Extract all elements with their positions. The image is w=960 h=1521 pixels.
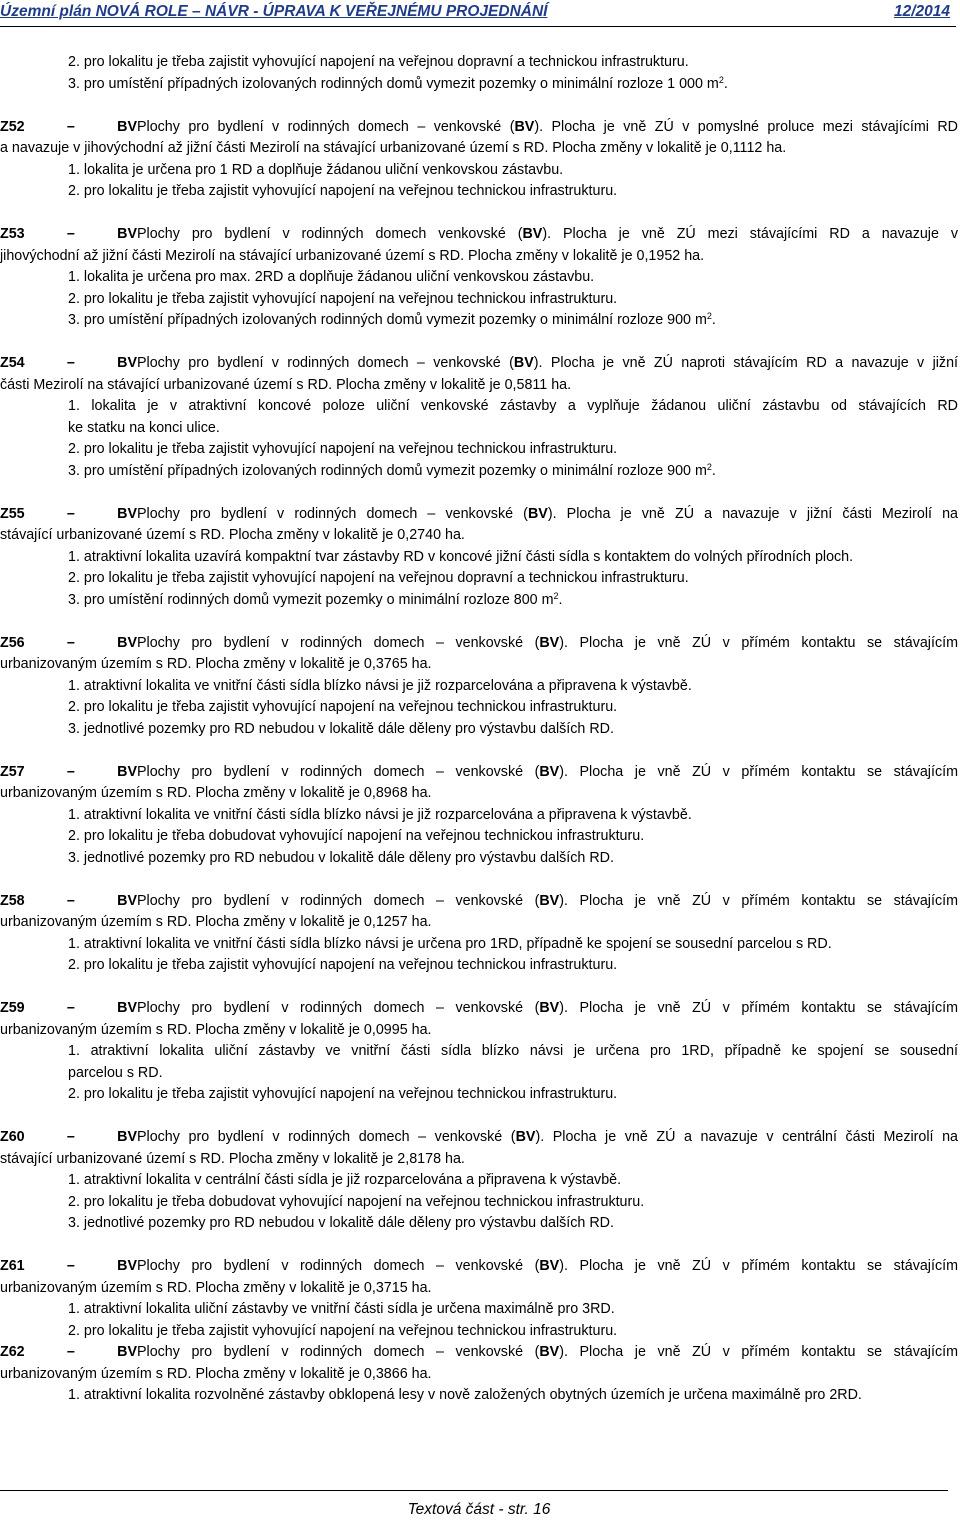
section-description-line: Z59 – BVPlochy pro bydlení v rodinných domech – venkovské (BV). Plocha je vně ZÚ v přímém kontaktu se stávajícím: [0, 998, 958, 1020]
section-code: Z55 – BV: [0, 505, 137, 522]
section-description-line: Z54 – BVPlochy pro bydlení v rodinných domech – venkovské (BV). Plocha je vně ZÚ naproti stávajícím RD a navazuje v jižní: [0, 353, 958, 375]
intro-item: 2. pro lokalitu je třeba zajistit vyhovující napojení na veřejnou dopravní a technickou infrastrukturu.: [68, 54, 689, 70]
section-item: 1. atraktivní lokalita ve vnitřní části sídla blízko návsi je určena pro 1RD, případně ke spojení se sousední parcelou s RD.: [68, 935, 832, 952]
section-code: Z60 – BV: [0, 1129, 137, 1145]
section-item: 2. pro lokalitu je třeba zajistit vyhovující napojení na veřejnou dopravní a technickou infrastrukturu.: [68, 570, 689, 586]
section-item: 3. pro umístění případných izolovaných rodinných domů vymezit pozemky o minimální rozloze 900 $m^2$.: [68, 461, 716, 479]
section-item: 2. pro lokalitu je třeba zajistit vyhovující napojení na veřejnou technickou infrastrukturu.: [68, 441, 618, 457]
section-description-line: urbanizovaným územím s RD. Plocha změny v lokalitě je 0,3765 ha.: [0, 656, 432, 672]
section-description-line: Z57 – BVPlochy pro bydlení v rodinných domech – venkovské (BV). Plocha je vně ZÚ v přímém kontaktu se stávajícím: [0, 762, 958, 784]
section-description-line: části Mezirolí na stávající urbanizované území s RD. Plocha změny v lokalitě je 0,5811 ha.: [0, 376, 572, 393]
section-z56: [0, 633, 958, 762]
footer-rule: [0, 1490, 948, 1491]
section-item: 1. atraktivní lokalita ve vnitřní části sídla blízko návsi je již rozparcelována a připravena k výstavbě.: [68, 677, 692, 694]
section-item: 1. atraktivní lokalita uliční zástavby ve vnitřní části sídla blízko návsi je určena pro 1RD, případně ke spojení se sousední: [68, 1043, 958, 1059]
section-description-line: Z62 – BVPlochy pro bydlení v rodinných domech – venkovské (BV). Plocha je vně ZÚ v přímém kontaktu se stávajícím: [0, 1342, 958, 1364]
section-item: 2. pro lokalitu je třeba zajistit vyhovující napojení na veřejnou technickou infrastrukturu.: [68, 290, 618, 307]
section-item: 2. pro lokalitu je třeba dobudovat vyhovující napojení na veřejnou technickou infrastrukturu.: [68, 1193, 645, 1210]
section-description-line: Z56 – BVPlochy pro bydlení v rodinných domech – venkovské (BV). Plocha je vně ZÚ v přímém kontaktu se stávajícím: [0, 633, 958, 655]
section-z61: [0, 1256, 958, 1342]
section-description-line: Z55 – BVPlochy pro bydlení v rodinných domech – venkovské (BV). Plocha je vně ZÚ a navazuje v jižní části Mezirolí na: [0, 504, 958, 526]
intro-item: 3. pro umístění případných izolovaných rodinných domů vymezit pozemky o minimální rozloze 1 000 $m^2$.: [68, 74, 728, 92]
section-z52: [0, 117, 958, 225]
section-z62: [0, 1342, 958, 1407]
section-code: Z53 – BV: [0, 226, 137, 242]
section-description-line: Z52 – BVPlochy pro bydlení v rodinných domech – venkovské (BV). Plocha je vně ZÚ v pomyslné proluce mezi stávajícími RD: [0, 117, 958, 139]
section-z55: [0, 504, 958, 633]
section-z57: [0, 762, 958, 891]
section-item: 1. atraktivní lokalita uliční zástavby ve vnitřní části sídla je určena maximálně pro 3RD.: [68, 1301, 615, 1317]
document-date: 12/2014: [893, 3, 950, 20]
section-z59: [0, 998, 958, 1127]
section-item: 2. pro lokalitu je třeba zajistit vyhovující napojení na veřejnou technickou infrastrukturu.: [68, 1322, 618, 1339]
section-code: Z62 – BV: [0, 1344, 137, 1360]
section-item: 3. pro umístění případných izolovaných rodinných domů vymezit pozemky o minimální rozloze 900 $m^2$.: [68, 311, 716, 328]
section-code: Z56 – BV: [0, 634, 137, 651]
section-description-line: jihovýchodní až jižní části Mezirolí na stávající urbanizované území s RD. Plocha změny v lokalitě je 0,1952 ha.: [0, 247, 705, 264]
section-item: parcelou s RD.: [68, 1064, 163, 1081]
section-item: 3. jednotlivé pozemky pro RD nebudou v lokalitě dále děleny pro výstavbu dalších RD.: [68, 849, 614, 866]
sections-list: [0, 117, 958, 1407]
page-header: [0, 0, 956, 27]
section-z53: [0, 224, 958, 353]
section-item: 3. jednotlivé pozemky pro RD nebudou v lokalitě dále děleny pro výstavbu dalších RD.: [68, 720, 614, 737]
section-item: 2. pro lokalitu je třeba zajistit vyhovující napojení na veřejnou technickou infrastrukturu.: [68, 1086, 618, 1102]
section-description-line: urbanizovaným územím s RD. Plocha změny v lokalitě je 0,1257 ha.: [0, 914, 432, 930]
section-item: 1. atraktivní lokalita v centrální části sídla je již rozparcelována a připravena k výstavbě.: [68, 1172, 622, 1188]
section-z60: [0, 1127, 958, 1256]
section-code: Z54 – BV: [0, 355, 137, 371]
section-item: ke statku na konci ulice.: [68, 419, 220, 436]
section-item: 1. atraktivní lokalita ve vnitřní části sídla blízko návsi je již rozparcelována a připravena k výstavbě.: [68, 806, 692, 823]
section-item: 1. atraktivní lokalita uzavírá kompaktní tvar zástavby RD v koncové jižní části sídla s kontaktem do volných přírodních ploch.: [68, 548, 854, 565]
section-description-line: Z58 – BVPlochy pro bydlení v rodinných domech – venkovské (BV). Plocha je vně ZÚ v přímém kontaktu se stávajícím: [0, 891, 958, 913]
section-z54: [0, 353, 958, 504]
section-item: 2. pro lokalitu je třeba zajistit vyhovující napojení na veřejnou technickou infrastrukturu.: [68, 183, 618, 199]
section-description-line: Z60 – BVPlochy pro bydlení v rodinných domech – venkovské (BV). Plocha je vně ZÚ a navazuje v centrální části Mezirolí na: [0, 1127, 958, 1149]
section-description-line: stávající urbanizované území s RD. Plocha změny v lokalitě je 2,8178 ha.: [0, 1150, 465, 1167]
section-code: Z52 – BV: [0, 118, 137, 135]
section-item: 2. pro lokalitu je třeba zajistit vyhovující napojení na veřejnou technickou infrastrukturu.: [68, 699, 618, 715]
section-item: 3. pro umístění rodinných domů vymezit pozemky o minimální rozloze 800 $m^2$.: [68, 590, 563, 608]
section-description-line: urbanizovaným územím s RD. Plocha změny v lokalitě je 0,0995 ha.: [0, 1021, 432, 1038]
section-item: 2. pro lokalitu je třeba dobudovat vyhovující napojení na veřejnou technickou infrastrukturu.: [68, 828, 645, 844]
section-description-line: Z61 – BVPlochy pro bydlení v rodinných domech – venkovské (BV). Plocha je vně ZÚ v přímém kontaktu se stávajícím: [0, 1256, 958, 1278]
document-title: Územní plán NOVÁ ROLE – NÁVR - ÚPRAVA K VEŘEJNÉMU PROJEDNÁNÍ: [0, 3, 548, 20]
section-item: 1. lokalita je určena pro 1 RD a doplňuje žádanou uliční venkovskou zástavbu.: [68, 161, 564, 178]
section-z58: [0, 891, 958, 999]
section-item: 1. lokalita je v atraktivní koncové poloze uliční venkovské zástavby a vyplňuje žádanou uliční zástavbu od stávajících RD: [68, 398, 958, 414]
section-item: 1. atraktivní lokalita rozvolněné zástavby obklopená lesy v nově založených obytných územích je určena maximálně pro 2RD.: [68, 1387, 862, 1403]
section-code: Z57 – BV: [0, 763, 137, 780]
section-description-line: Z53 – BVPlochy pro bydlení v rodinných domech venkovské (BV). Plocha je vně ZÚ mezi stávajícími RD a navazuje v: [0, 224, 958, 246]
section-item: 3. jednotlivé pozemky pro RD nebudou v lokalitě dále děleny pro výstavbu dalších RD.: [68, 1215, 614, 1231]
section-code: Z61 – BV: [0, 1258, 137, 1274]
section-code: Z58 – BV: [0, 892, 137, 909]
section-item: 1. lokalita je určena pro max. 2RD a doplňuje žádanou uliční venkovskou zástavbu.: [68, 269, 595, 285]
section-description-line: urbanizovaným územím s RD. Plocha změny v lokalitě je 0,8968 ha.: [0, 785, 432, 801]
page-footer: Textová část - str. 16: [407, 1501, 551, 1518]
document-body: [0, 52, 958, 1407]
section-code: Z59 – BV: [0, 1000, 137, 1016]
section-description-line: stávající urbanizované území s RD. Plocha změny v lokalitě je 0,2740 ha.: [0, 527, 465, 543]
section-description-line: urbanizovaným územím s RD. Plocha změny v lokalitě je 0,3715 ha.: [0, 1279, 432, 1296]
section-description-line: a navazuje v jihovýchodní až jižní části Mezirolí na stávající urbanizované území s RD. Plocha změny v lokalitě je 0,1112 ha.: [0, 140, 787, 156]
section-description-line: urbanizovaným územím s RD. Plocha změny v lokalitě je 0,3866 ha.: [0, 1365, 432, 1382]
section-item: 2. pro lokalitu je třeba zajistit vyhovující napojení na veřejnou technickou infrastrukturu.: [68, 957, 618, 973]
